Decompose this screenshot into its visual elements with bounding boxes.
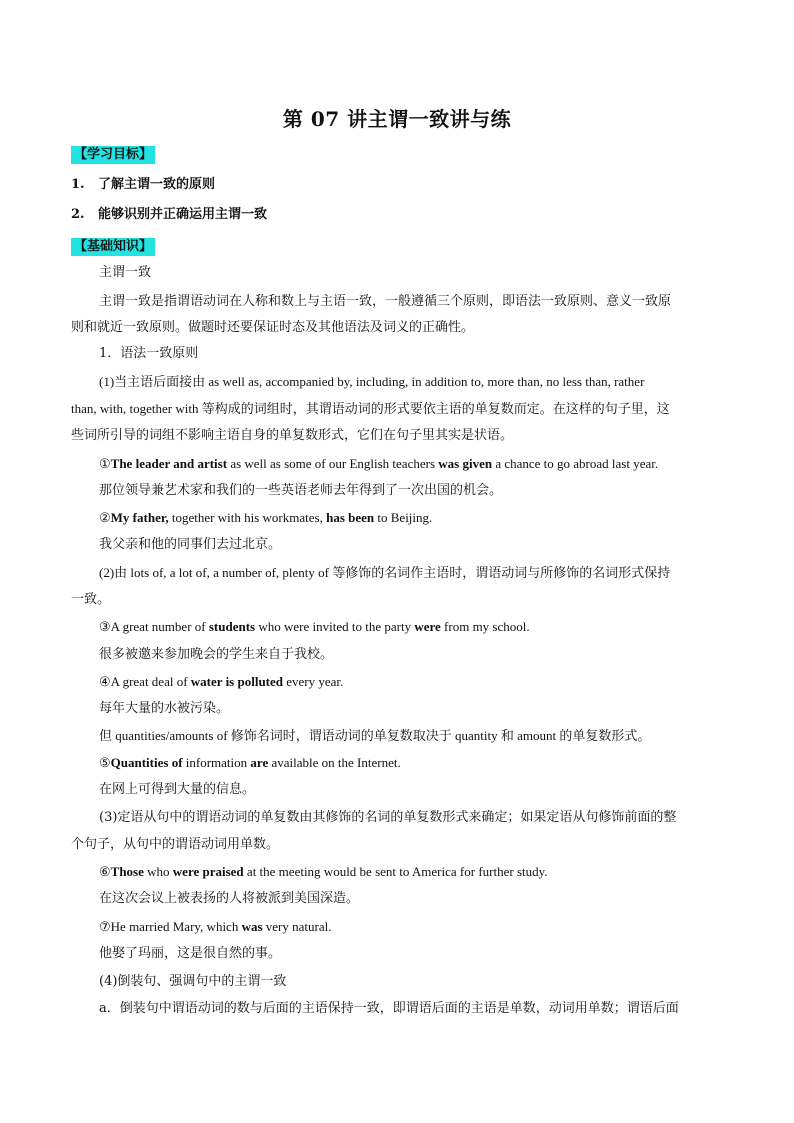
example-text: from my school.: [440, 619, 530, 634]
example-text: a chance to go abroad last year.: [492, 456, 659, 471]
verb-highlight: are: [250, 755, 269, 770]
example-number: ②: [99, 510, 111, 525]
paragraph-line: than, with, together with 等构成的词组时，其谓语动词的形式要依主语的单复数而定。在这样的句子里，这: [71, 401, 670, 416]
objective-item: [71, 175, 215, 195]
example-number: ③: [99, 619, 111, 634]
example-sentence: [99, 917, 331, 937]
subject-highlight: The leader and artist: [110, 456, 228, 471]
example-translation: 那位领导兼艺术家和我们的一些英语老师去年得到了一次出国的机会。: [99, 483, 503, 498]
paragraph-line: (3)定语从句中的谓语动词的单复数由其修饰的名词的单复数形式来确定；如果定语从句修饰前面的整: [99, 810, 677, 825]
objective-number: 1.: [71, 177, 85, 192]
example-translation: 每年大量的水被污染。: [99, 701, 230, 716]
rule-heading: (4)倒装句、强调句中的主谓一致: [99, 974, 287, 989]
example-sentence: [99, 617, 530, 637]
objectives-tag: 【学习目标】: [71, 146, 155, 164]
example-text: as well as some of our English teachers: [227, 456, 439, 471]
verb-highlight: has been: [326, 510, 375, 525]
example-number: ⑥: [99, 864, 111, 879]
example-sentence: [99, 753, 401, 773]
subject-highlight: Quantities of: [110, 755, 183, 770]
paragraph-line: 一致。: [71, 592, 111, 607]
example-text: information: [182, 755, 251, 770]
objective-item: [71, 205, 267, 225]
example-text: to Beijing.: [374, 510, 433, 525]
basics-tag: 【基础知识】: [71, 238, 155, 256]
paragraph-line: a．倒装句中谓语动词的数与后面的主语保持一致，即谓语后面的主语是单数，动词用单数；谓语后面: [99, 1001, 679, 1016]
subject-highlight: Those: [110, 864, 144, 879]
example-translation: 在网上可得到大量的信息。: [99, 782, 256, 797]
example-text: A great number of: [110, 619, 209, 634]
example-text: who: [143, 864, 173, 879]
paragraph-line: 但 quantities/amounts of 修饰名词时，谓语动词的单复数取决于 quantity 和 amount 的单复数形式。: [99, 728, 651, 743]
page-title: 第 07 讲主谓一致讲与练: [282, 107, 512, 131]
paragraph-line: (2)由 lots of, a lot of, a number of, plenty of 等修饰的名词作主语时，谓语动词与所修饰的名词形式保持: [99, 565, 671, 580]
example-number: ⑦: [99, 919, 111, 934]
example-text: A great deal of: [110, 674, 191, 689]
example-text: very natural.: [262, 919, 332, 934]
objective-text: 了解主谓一致的原则: [98, 177, 216, 192]
paragraph-line: 个句子，从句中的谓语动词用单数。: [71, 837, 280, 852]
example-number: ④: [99, 674, 111, 689]
example-text: available on the Internet.: [268, 755, 401, 770]
example-translation: 在这次会议上被表扬的人将被派到美国深造。: [99, 891, 360, 906]
example-number: ①: [99, 456, 111, 471]
example-sentence: [99, 508, 432, 528]
example-sentence: [99, 862, 548, 882]
example-text: at the meeting would be sent to America for further study.: [243, 864, 548, 879]
example-text: He married Mary, which: [110, 919, 242, 934]
section-heading: 主谓一致: [99, 265, 152, 280]
subject-highlight: My father,: [110, 510, 169, 525]
verb-highlight: was given: [438, 456, 493, 471]
example-translation: 很多被邀来参加晚会的学生来自于我校。: [99, 647, 334, 662]
paragraph-line: 则和就近一致原则。做题时还要保证时态及其他语法及词义的正确性。: [71, 320, 475, 335]
example-number: ⑤: [99, 755, 111, 770]
verb-highlight: was: [241, 919, 263, 934]
rule-heading: 1．语法一致原则: [99, 346, 199, 361]
paragraph-line: (1)当主语后面接由 as well as, accompanied by, including, in addition to, more than, no less than, rather: [99, 374, 645, 389]
paragraph-line: 些词所引导的词组不影响主语自身的单复数形式，它们在句子里其实是状语。: [71, 428, 514, 443]
example-sentence: [99, 454, 658, 474]
objective-text: 能够识别并正确运用主谓一致: [98, 207, 268, 222]
subject-highlight: students: [208, 619, 256, 634]
verb-highlight: were: [414, 619, 441, 634]
example-sentence: [99, 672, 343, 692]
example-translation: 我父亲和他的同事们去过北京。: [99, 537, 282, 552]
objective-number: 2.: [71, 207, 85, 222]
example-translation: 他娶了玛丽，这是很自然的事。: [99, 946, 282, 961]
example-text: who were invited to the party: [255, 619, 415, 634]
example-text: together with his workmates,: [168, 510, 327, 525]
example-text: every year.: [283, 674, 344, 689]
subject-highlight: water is polluted: [190, 674, 284, 689]
paragraph-line: 主谓一致是指谓语动词在人称和数上与主语一致，一般遵循三个原则，即语法一致原则、意义一致原: [99, 294, 672, 309]
verb-highlight: were praised: [172, 864, 244, 879]
